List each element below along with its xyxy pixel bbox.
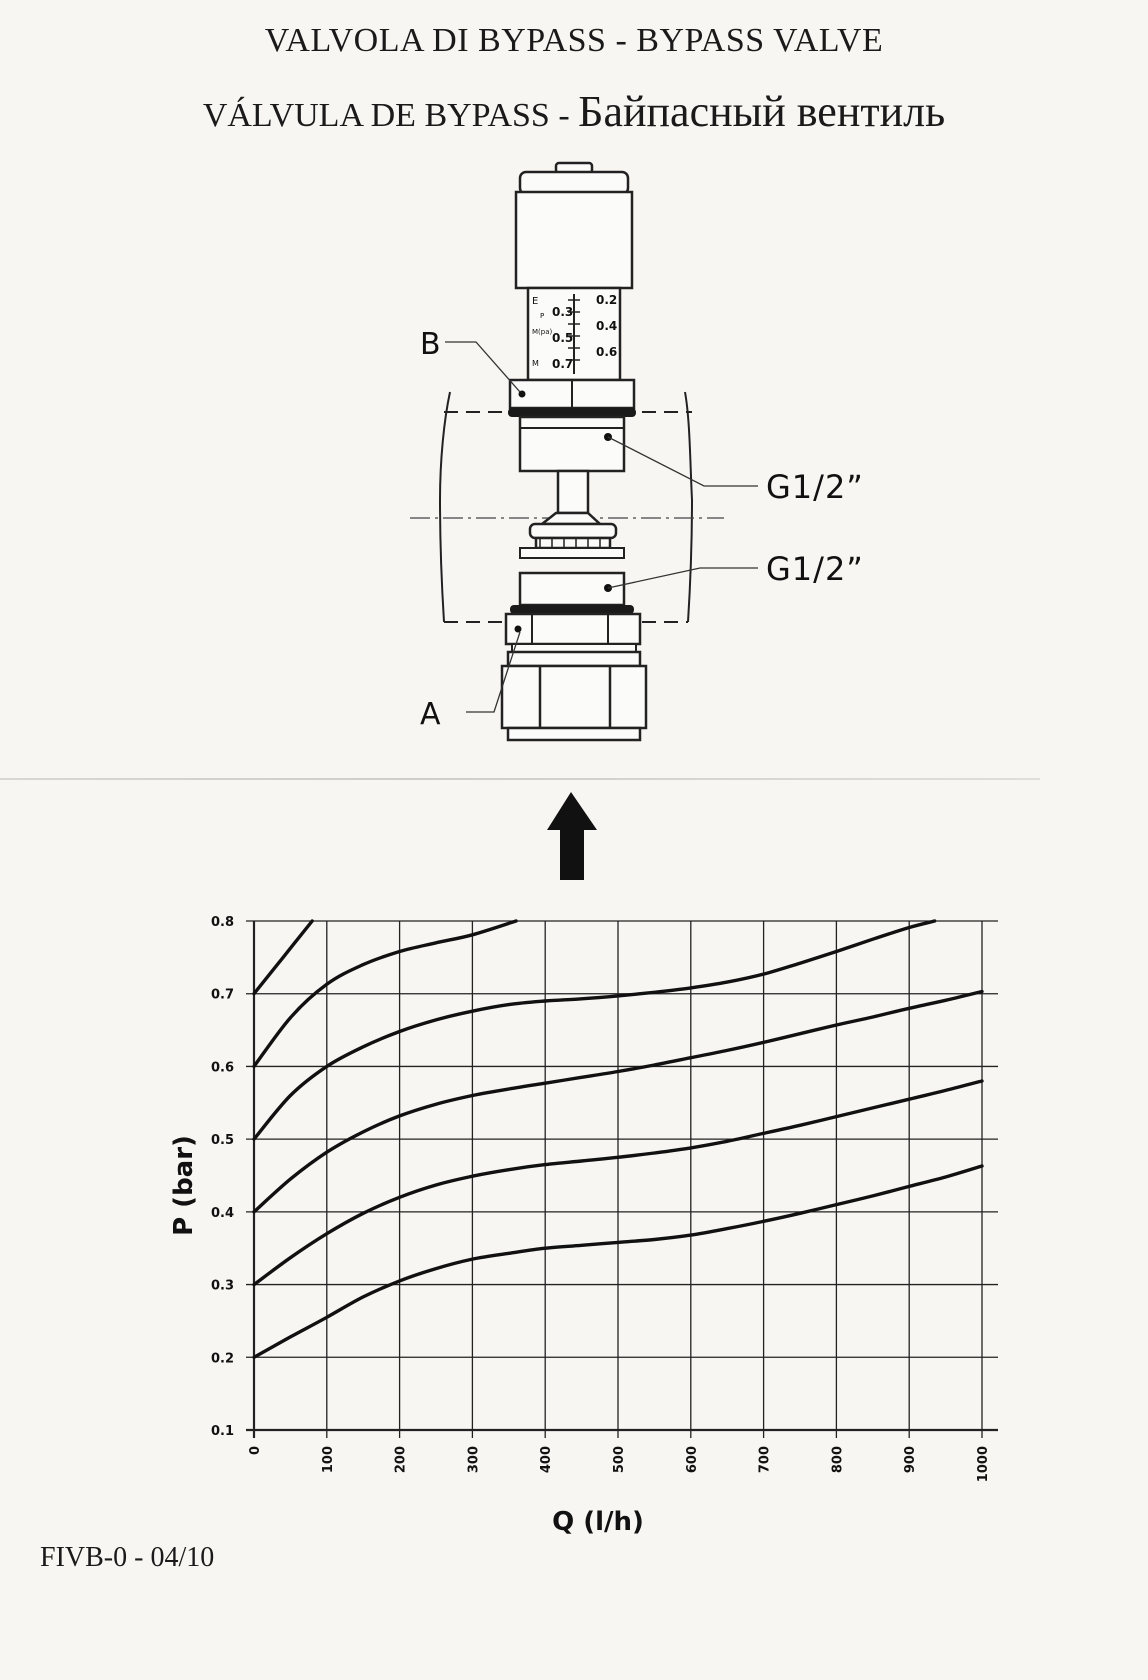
scale-unit: M(pa) — [532, 328, 553, 336]
lower-hex-nut — [506, 614, 640, 652]
y-axis-title: P (bar) — [169, 1135, 199, 1236]
y-tick-label: 0.7 — [210, 987, 234, 1003]
series-curve-5 — [254, 921, 516, 1066]
y-tick-label: 0.5 — [210, 1133, 234, 1149]
flow-arrow-icon — [547, 792, 597, 880]
upper-hex-nut — [508, 380, 636, 417]
scale-right-1: 0.2 — [596, 293, 618, 307]
svg-text:P: P — [540, 312, 545, 320]
x-tick-label: 800 — [830, 1446, 846, 1474]
y-tick-label: 0.4 — [210, 1205, 234, 1221]
scale-left-3: 0.7 — [552, 357, 574, 371]
x-axis-title: Q (l/h) — [552, 1507, 644, 1537]
scale-left-2: 0.5 — [552, 331, 574, 345]
pressure-scale — [528, 288, 620, 380]
x-tick-label: 400 — [539, 1446, 555, 1474]
series-curve-2 — [254, 1081, 982, 1285]
valve-stem — [530, 471, 616, 548]
x-tick-label: 1000 — [976, 1446, 991, 1483]
series-curve-1 — [254, 1166, 982, 1357]
x-tick-label: 0 — [248, 1446, 263, 1456]
series-curve-6 — [254, 921, 312, 994]
svg-text:M: M — [532, 359, 539, 368]
y-tick-label: 0.3 — [210, 1278, 234, 1294]
chart-grid — [246, 921, 998, 1438]
adjustment-knob — [516, 163, 632, 288]
label-thread-upper: G1/2” — [766, 468, 864, 506]
series-curve-4 — [254, 921, 935, 1139]
upper-thread-body — [520, 417, 624, 471]
title-line-1: VALVOLA DI BYPASS - BYPASS VALVE — [264, 22, 884, 59]
lower-thread-body — [510, 548, 634, 614]
x-tick-label: 300 — [466, 1446, 482, 1474]
x-tick-label: 600 — [684, 1446, 700, 1474]
label-thread-lower: G1/2” — [766, 550, 864, 588]
y-tick-label: 0.2 — [210, 1351, 234, 1367]
chart-ticks — [211, 915, 991, 1482]
y-tick-label: 0.1 — [210, 1424, 234, 1439]
scale-right-2: 0.4 — [596, 319, 618, 333]
label-b: B — [420, 327, 441, 362]
y-tick-label: 0.6 — [210, 1060, 234, 1076]
svg-text:E: E — [532, 296, 539, 307]
label-a: A — [420, 697, 441, 732]
document-code: FIVB-0 - 04/10 — [40, 1542, 215, 1573]
chart-series — [254, 921, 982, 1357]
title-line-2-russian: Байпасный вентиль — [578, 87, 946, 136]
bottom-union-nut — [502, 652, 646, 740]
title-line-2-latin: VÁLVULA DE BYPASS - — [202, 97, 579, 134]
x-tick-label: 500 — [612, 1446, 627, 1474]
x-tick-label: 700 — [757, 1446, 773, 1474]
scale-right-3: 0.6 — [596, 345, 618, 359]
x-tick-label: 900 — [903, 1446, 919, 1474]
y-tick-label: 0.8 — [210, 915, 234, 930]
x-tick-label: 100 — [320, 1446, 336, 1474]
x-tick-label: 200 — [393, 1446, 409, 1474]
series-curve-3 — [254, 992, 982, 1212]
scale-left-1: 0.3 — [552, 305, 574, 319]
